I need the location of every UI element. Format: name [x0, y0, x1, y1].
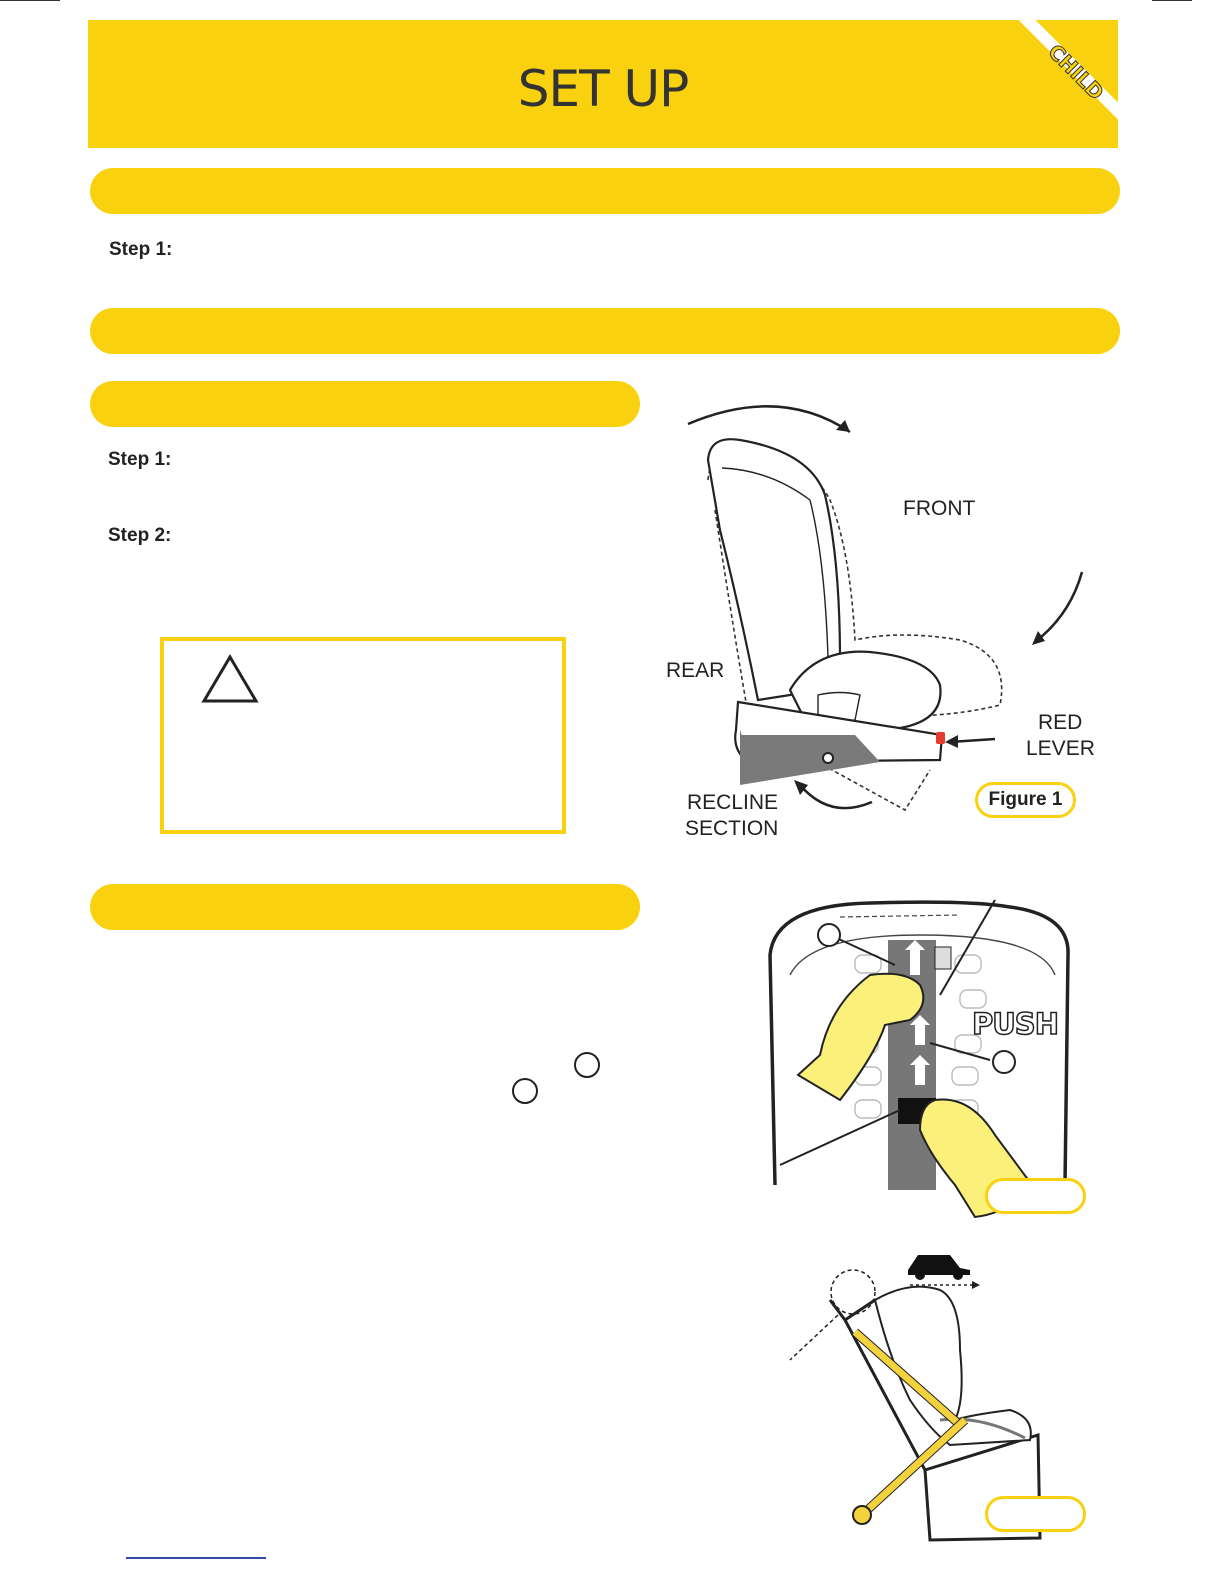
figure-2-push-label: PUSH [972, 1007, 1058, 1041]
figure-2-badge [985, 1178, 1086, 1214]
figure-1-recline-label-1: RECLINE [687, 791, 779, 814]
header-banner [88, 20, 1118, 148]
section-header-bar-1 [90, 168, 1120, 214]
figure-1-front-label: FRONT [903, 497, 976, 520]
subsection-1-step-1-label: Step 1: [108, 449, 172, 470]
page-title: SET UP [517, 60, 689, 118]
figure-3-seat-belt-illustration [780, 1240, 1080, 1540]
subsection-header-bar-1 [90, 381, 640, 427]
section-header-bar-2 [90, 308, 1120, 354]
figure-3-badge [985, 1496, 1086, 1532]
corner-label: CHILD [1043, 39, 1109, 105]
callout-circle-b [512, 1078, 538, 1104]
figure-1-recline-label-2: SECTION [685, 817, 779, 840]
figure-1-red-lever-label-2: LEVER [1026, 737, 1095, 760]
figure-2-harness-illustration [770, 895, 1100, 1225]
warning-triangle-icon [202, 655, 258, 705]
warning-box [160, 637, 566, 834]
footer-link[interactable] [126, 1557, 266, 1559]
section-1-step-1-label: Step 1: [109, 239, 173, 260]
subsection-header-bar-2 [90, 884, 640, 930]
crop-mark-left [0, 0, 60, 1]
car-direction-icon [908, 1255, 980, 1289]
figure-1-badge: Figure 1 [975, 782, 1076, 818]
subsection-1-step-2-label: Step 2: [108, 525, 172, 546]
figure-1-red-lever-label-1: RED [1038, 711, 1083, 734]
figure-1-rear-label: REAR [666, 659, 725, 682]
callout-circle-a [574, 1052, 600, 1078]
crop-mark-right [1152, 0, 1192, 1]
